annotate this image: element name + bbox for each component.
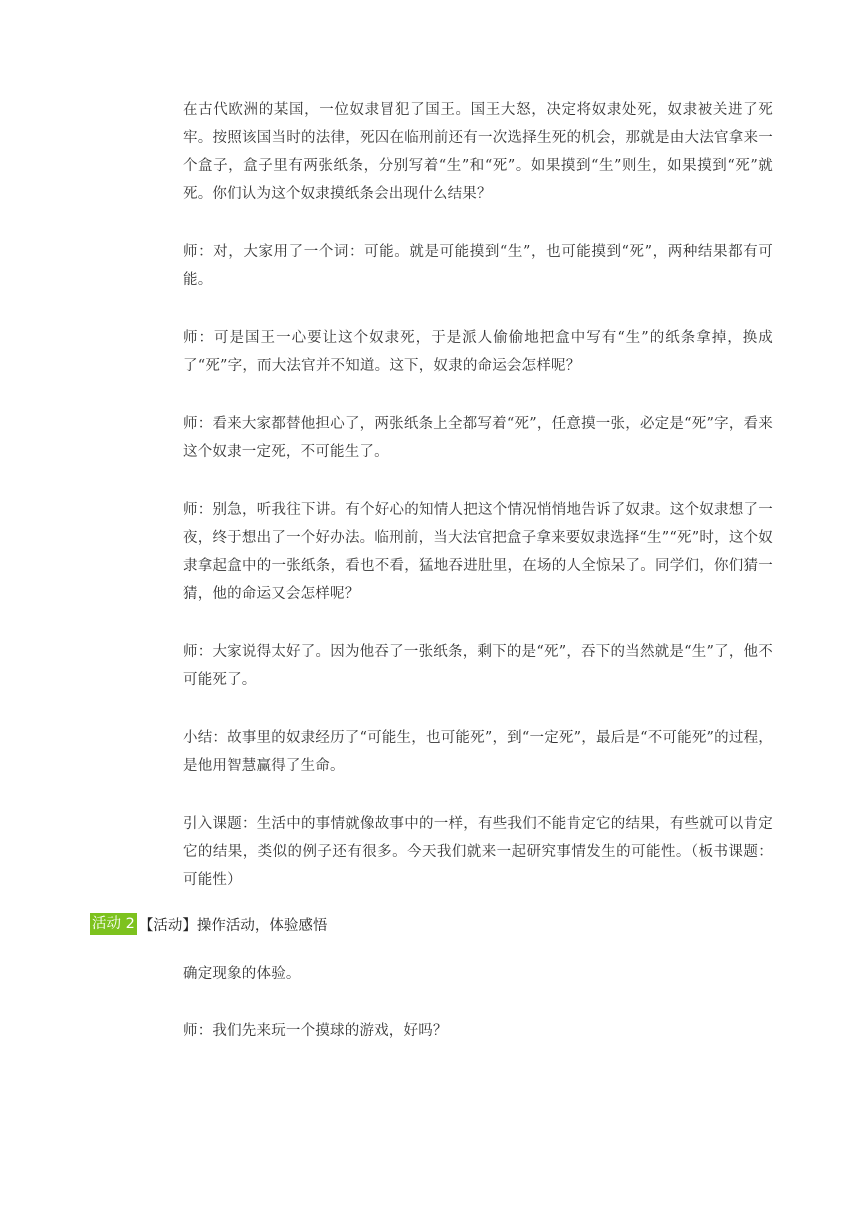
paragraph-story-intro: 在古代欧洲的某国，一位奴隶冒犯了国王。国王大怒，决定将奴隶处死，奴隶被关进了死牢。按照该国当时的法律，死囚在临刑前还有一次选择生死的机会，那就是由大法官拿来一个盒子，盒子里有两张纸条，分别写着“生”和“死”。如果摸到“生”则生，如果摸到“死”就死。你们认为这个奴隶摸纸条会出现什么结果？ — [183, 102, 773, 202]
paragraph-teacher-possible: 师：对，大家用了一个词：可能。就是可能摸到“生”，也可能摸到“死”，两种结果都有可能。 — [183, 244, 773, 288]
lesson-text — [183, 96, 773, 924]
paragraph-certain-experience: 确定现象的体验。 — [183, 966, 301, 982]
paragraph-teacher-certain-death: 师：看来大家都替他担心了，两张纸条上全都写着“死”，任意摸一张，必定是“死”字，看来这个奴隶一定死，不可能生了。 — [183, 416, 773, 460]
paragraph-teacher-impossible: 师：大家说得太好了。因为他吞了一张纸条，剩下的是“死”，吞下的当然就是“生”了，他不可能死了。 — [183, 644, 773, 688]
paragraph-teacher-king: 师：可是国王一心要让这个奴隶死，于是派人偷偷地把盒中写有“生”的纸条拿掉，换成了“死”字，而大法官并不知道。这下，奴隶的命运会怎样呢？ — [183, 330, 773, 374]
activity-heading — [90, 913, 327, 935]
activity-text — [183, 960, 773, 1074]
activity-badge: 活动 2 — [90, 913, 137, 935]
paragraph-summary: 小结：故事里的奴隶经历了“可能生，也可能死”，到“一定死”，最后是“不可能死”的过程，是他用智慧赢得了生命。 — [183, 730, 773, 774]
paragraph-ball-game: 师：我们先来玩一个摸球的游戏，好吗？ — [183, 1023, 448, 1039]
activity-title: 【活动】操作活动，体验感悟 — [138, 917, 328, 934]
paragraph-intro-topic: 引入课题：生活中的事情就像故事中的一样，有些我们不能肯定它的结果，有些就可以肯定它的结果，类似的例子还有很多。今天我们就来一起研究事情发生的可能性。（板书课题：可能性） — [183, 816, 773, 888]
paragraph-teacher-swallow: 师：别急，听我往下讲。有个好心的知情人把这个情况悄悄地告诉了奴隶。这个奴隶想了一夜，终于想出了一个好办法。临刑前，当大法官把盒子拿来要奴隶选择“生”“死”时，这个奴隶拿起盒中的一张纸条，看也不看，猛地吞进肚里，在场的人全惊呆了。同学们，你们猜一猜，他的命运又会怎样呢？ — [183, 502, 773, 602]
